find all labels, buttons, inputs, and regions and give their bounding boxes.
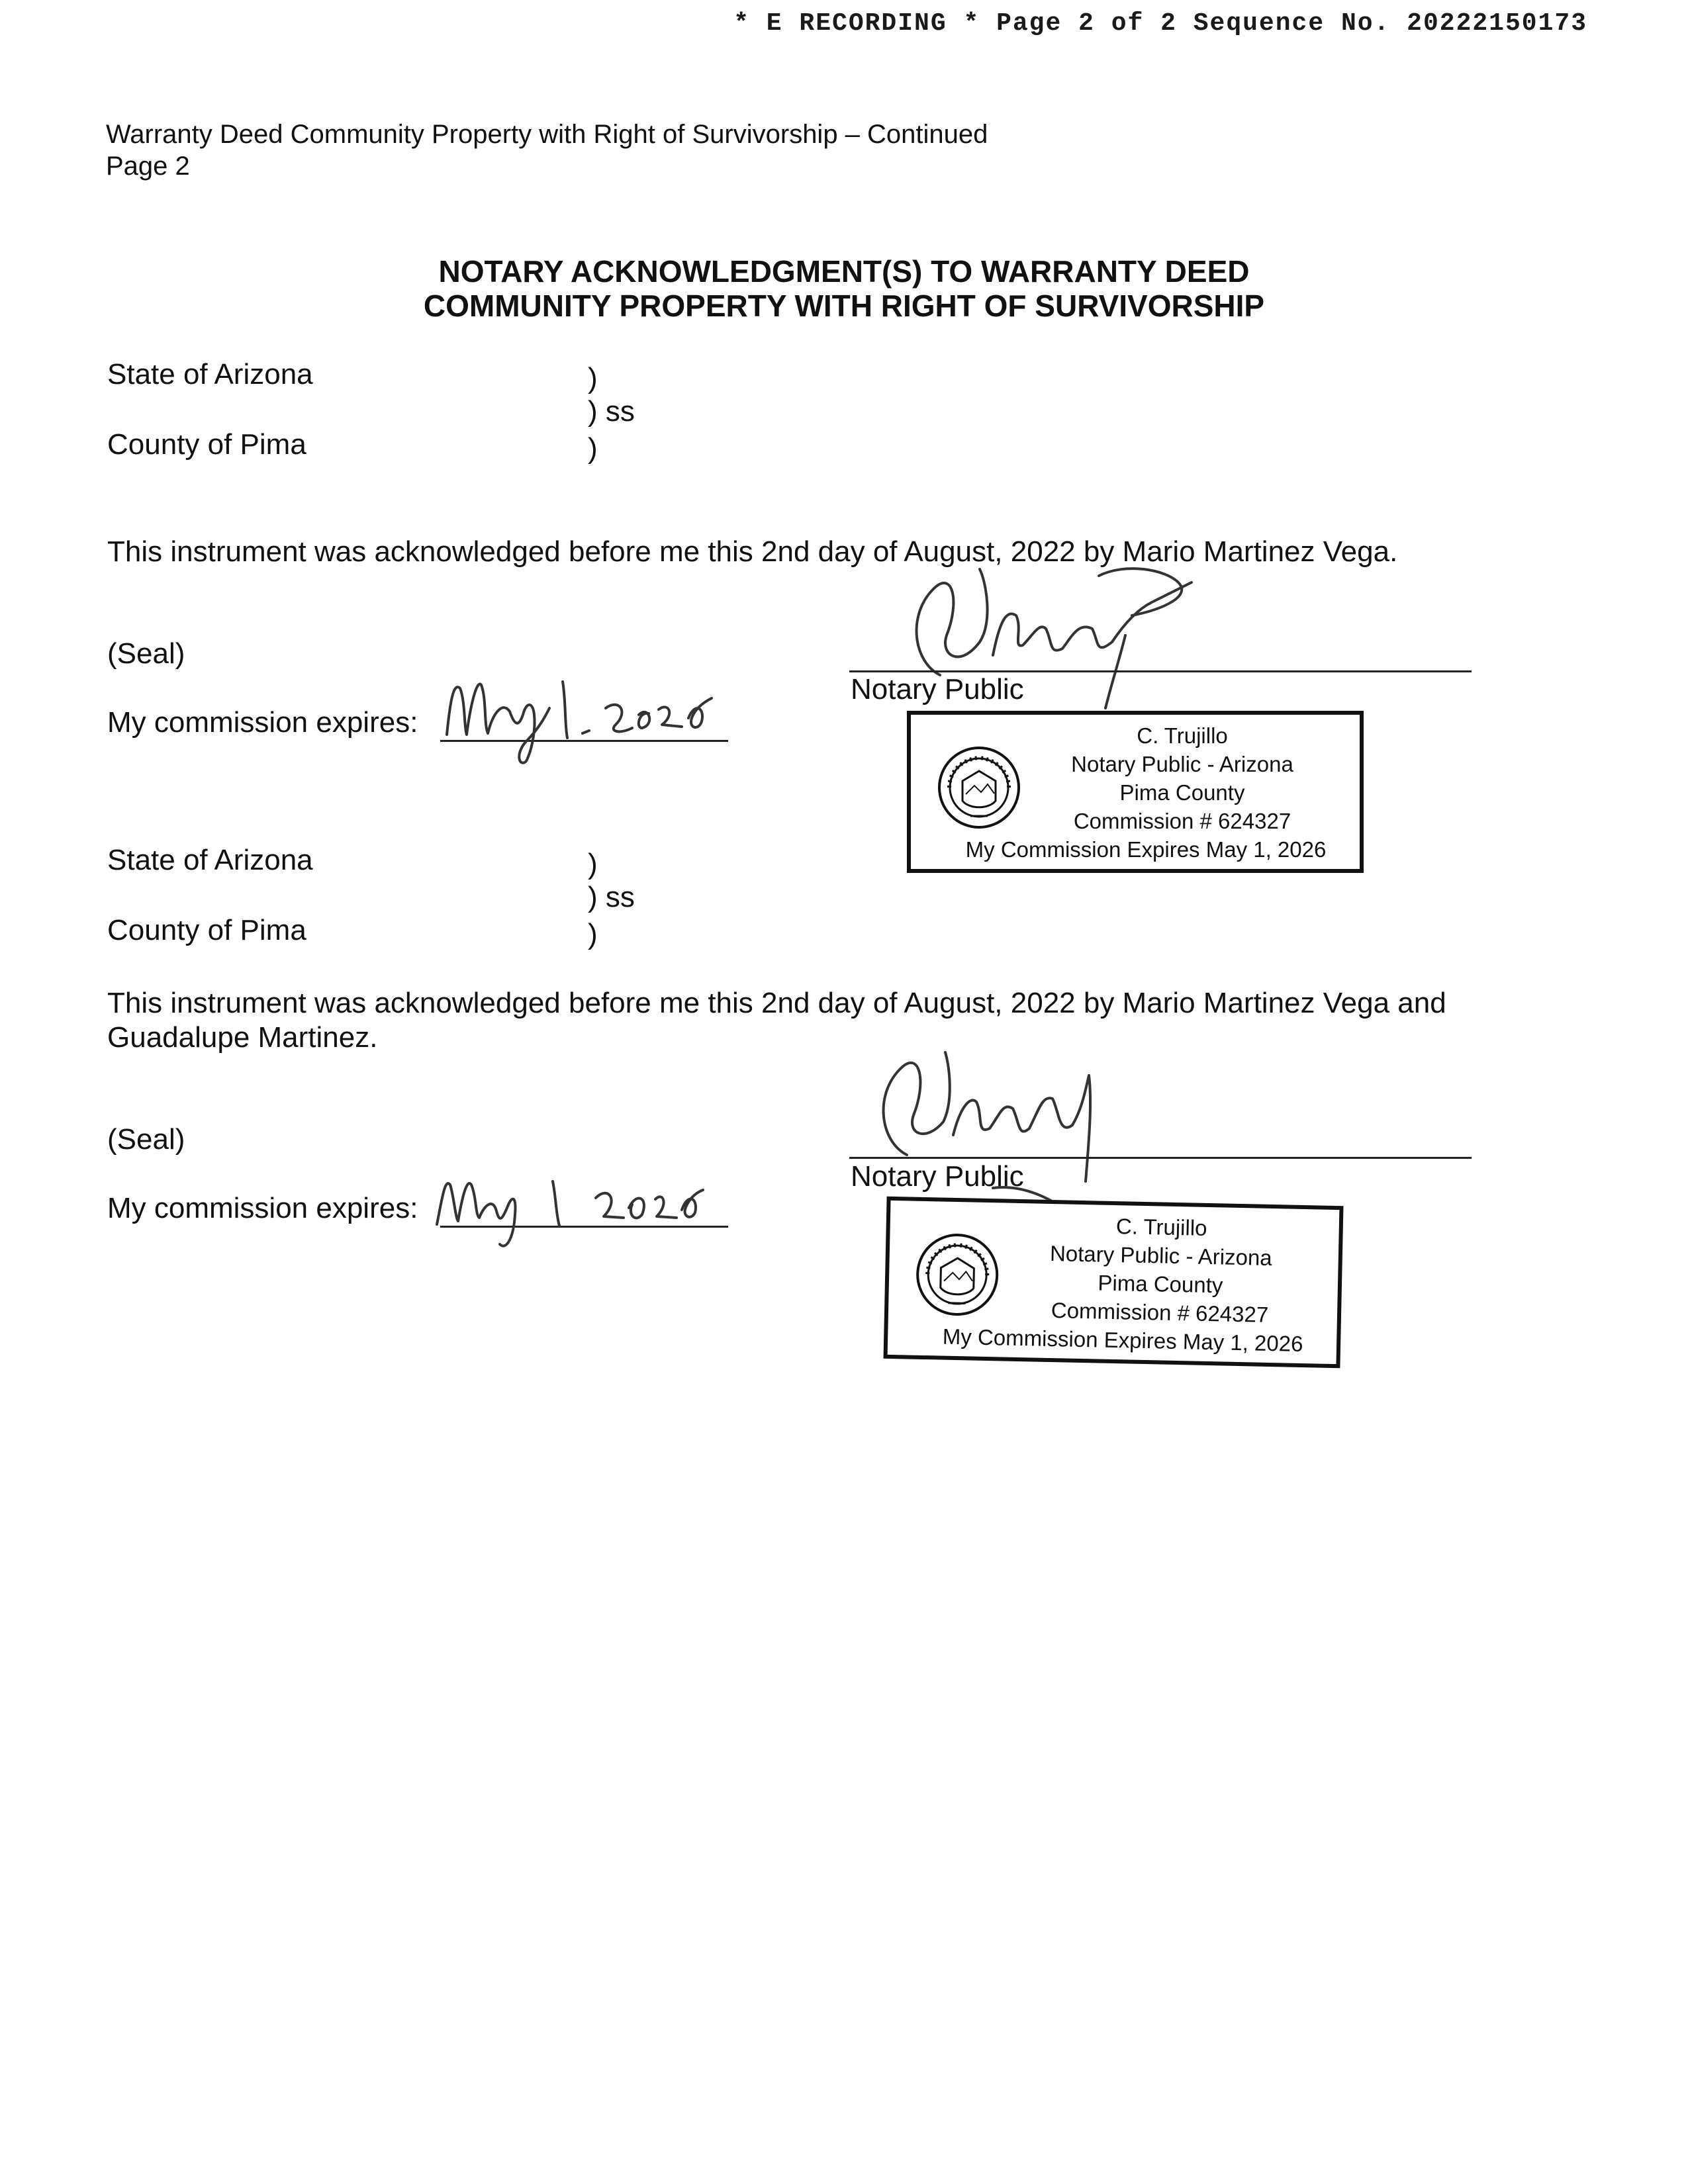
handwritten-commission-date [440,662,731,768]
stamp-county: Pima County [1098,1270,1223,1298]
stamp-title: Notary Public - Arizona [1049,1240,1273,1271]
venue-paren-top: ) [588,848,598,880]
venue-county: County of Pima [107,428,306,461]
acknowledgment-text: This instrument was acknowledged before me this 2nd day of August, 2022 by Mario Martinez Vega. [107,535,1398,568]
notary-public-label: Notary Public [851,673,1024,705]
doc-header-page: Page 2 [106,152,190,181]
great-seal-of-arizona-icon [936,745,1022,831]
stamp-expires: My Commission Expires May 1, 2026 [965,837,1327,862]
venue-paren-top: ) [588,362,598,394]
stamp-county: Pima County [1119,780,1245,805]
stamp-expires: My Commission Expires May 1, 2026 [942,1324,1303,1357]
commission-expires-label: My commission expires: [107,706,418,739]
page-title-line2: COMMUNITY PROPERTY WITH RIGHT OF SURVIVORSHIP [423,289,1265,323]
seal-label: (Seal) [107,637,185,670]
doc-header-title: Warranty Deed Community Property with Right of Survivorship – Continued [106,120,988,149]
page-title-line1: NOTARY ACKNOWLEDGMENT(S) TO WARRANTY DEED [438,254,1250,289]
seal-label: (Seal) [107,1123,185,1156]
recording-header: * E RECORDING * Page 2 of 2 Sequence No. 20222150173 [733,9,1587,38]
venue-paren-bottom: ) [588,432,598,465]
stamp-name: C. Trujillo [1137,723,1228,748]
venue-ss: ) ss [588,881,635,913]
commission-expires-label: My commission expires: [107,1192,418,1224]
stamp-commission: Commission # 624327 [1051,1298,1269,1327]
notary-stamp [884,1197,1344,1368]
notary-signature-line [849,1157,1472,1159]
venue-county: County of Pima [107,914,306,946]
acknowledgment-text: This instrument was acknowledged before me this 2nd day of August, 2022 by Mario Martinez Vega and Guadalupe Martinez. [107,987,1446,1054]
stamp-commission: Commission # 624327 [1073,809,1291,833]
venue-ss: ) ss [588,395,635,428]
notary-stamp [907,711,1364,873]
venue-paren-bottom: ) [588,918,598,950]
stamp-title: Notary Public - Arizona [1071,752,1293,776]
venue-state: State of Arizona [107,358,313,390]
handwritten-commission-date [430,1152,722,1257]
stamp-name: C. Trujillo [1115,1214,1207,1240]
venue-state: State of Arizona [107,844,313,876]
notary-public-label: Notary Public [851,1160,1024,1193]
